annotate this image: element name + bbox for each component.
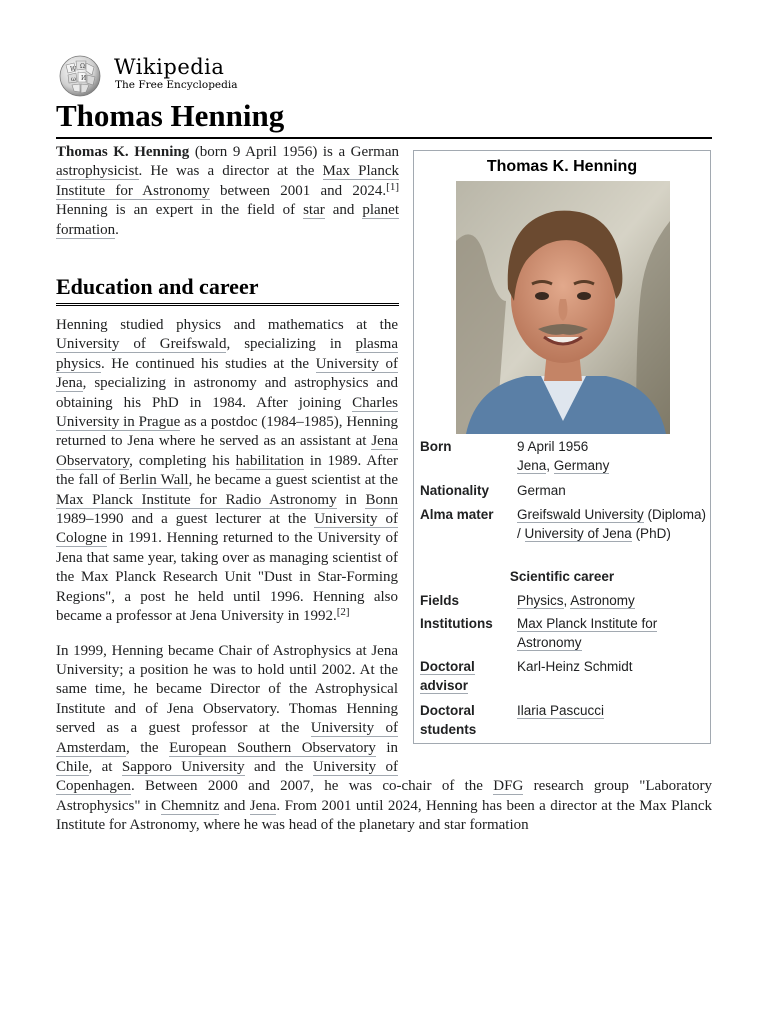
link-astronomy[interactable]: Astronomy — [570, 593, 635, 608]
link-planet-formation[interactable]: planet formation — [56, 202, 399, 238]
institutions-value — [517, 614, 707, 652]
link-bonn[interactable]: Bonn — [365, 491, 398, 508]
fields-label: Fields — [420, 593, 460, 608]
paragraph-education: Henning studied physics and mathematics at the University of Greifswald, specializing in plasma physics. He continued his studies at the University of Jena, specializing in astronomy and astrophysics and obtaining his PhD in 1984. After joining Charles University in Prague as a postdoc (1984–1985), Henning returned to Jena where he served as an assistant at Jena Observatory, completing his habilitation in 1989. After the fall of Berlin Wall, he became a guest scientist at the Max Planck Institute for Radio Astronomy in Bonn 1989–1990 and a guest lecturer at the University of Cologne in 1991. Henning returned to the University of Jena that same year, taking over as managing scientist of the Max Planck Research Unit "Dust in Star-Forming Regions", a post he held until 1996. Henning also became a professor at Jena University in 1992.[2] — [56, 317, 399, 625]
link-chile[interactable]: Chile — [56, 758, 89, 775]
doctoral-students-value — [517, 701, 707, 720]
link-european-southern-observatory[interactable]: European Southern Observatory — [169, 739, 376, 756]
section-heading-education: Education and career — [56, 272, 399, 306]
institutions-label: Institutions — [420, 616, 493, 631]
wikipedia-wordmark: Wikipedia — [114, 55, 225, 79]
svg-text:И: И — [81, 75, 87, 82]
link-habilitation[interactable]: habilitation — [235, 452, 304, 469]
link-born-germany[interactable]: Germany — [553, 458, 610, 474]
nationality-value: German — [517, 483, 566, 498]
link-berlin-wall[interactable]: Berlin Wall — [119, 472, 189, 489]
svg-text:W: W — [70, 66, 77, 73]
link-chemnitz[interactable]: Chemnitz — [160, 797, 220, 814]
wikipedia-logo[interactable] — [56, 53, 256, 97]
intro-paragraph: Thomas K. Henning (born 9 April 1956) is a German astrophysicist. He was a director at the Max Planck Institute for Astronomy between 2001 and 2024.[1] Henning is an expert in the field of star and planet formation. — [56, 144, 399, 238]
link-dfg[interactable]: DFG — [493, 778, 524, 795]
doctoral-students-label: Doctoral students — [420, 703, 477, 738]
link-jena-observatory[interactable]: Jena Observatory — [56, 433, 398, 469]
link-astrophysicist[interactable]: astrophysicist — [56, 163, 139, 180]
svg-text:Ω: Ω — [80, 63, 85, 70]
link-jena[interactable]: Jena — [249, 797, 277, 814]
infobox-section-scientific-career: Scientific career — [509, 569, 615, 584]
link-infobox-university-of-jena[interactable]: University of Jena — [524, 526, 632, 542]
link-university-of-cologne[interactable]: University of Cologne — [56, 511, 398, 547]
fields-value: Physics, Astronomy — [517, 593, 635, 608]
infobox — [413, 150, 711, 744]
link-university-of-copenhagen[interactable]: University of Copenhagen — [56, 758, 398, 795]
doctoral-advisor-label[interactable]: Doctoral advisor — [420, 659, 475, 694]
nationality-label: Nationality — [420, 483, 490, 498]
page-title: Thomas Henning — [56, 96, 712, 139]
link-ilaria-pascucci[interactable]: Ilaria Pascucci — [517, 703, 605, 718]
link-greifswald-university[interactable]: Greifswald University — [517, 507, 644, 522]
link-university-of-amsterdam[interactable]: University of Amsterdam — [56, 720, 398, 756]
wikipedia-globe-icon — [56, 53, 104, 97]
svg-text:ω: ω — [71, 76, 76, 83]
link-university-of-greifswald[interactable]: University of Greifswald — [56, 336, 227, 353]
alma-mater-value: Greifswald University (Diploma) / University of Jena (PhD) — [517, 507, 707, 542]
wikipedia-tagline: The Free Encyclopedia — [115, 79, 238, 91]
born-label: Born — [420, 439, 452, 454]
link-sapporo-university[interactable]: Sapporo University — [121, 758, 245, 775]
link-plasma-physics[interactable]: plasma physics — [56, 336, 398, 372]
citation-1[interactable]: [1] — [386, 180, 399, 193]
doctoral-advisor-value: Karl-Heinz Schmidt — [517, 659, 633, 674]
link-born-jena[interactable]: Jena — [517, 458, 547, 474]
infobox-title: Thomas K. Henning — [486, 158, 638, 175]
paragraph-career: In 1999, Henning became Chair of Astrophysics at Jena University; a position he was to hold until 2002. At the same time, he became Director of the Astrophysical Institute and of Jena Observatory. Thomas Henning served as a guest professor at the University of Amsterdam, the European Southern Observatory in Chile, at Sapporo University and the University of Copenhagen. Between 2000 and 2007, he was co-chair of the DFG research group "Laboratory Astrophysics" in Chemnitz and Jena. From 2001 until 2024, Henning has been a director at the Max Planck Institute for Astronomy, where he was head of the planetary and star formation — [56, 642, 712, 834]
portrait-image — [456, 181, 670, 434]
link-max-planck-radio-astronomy[interactable]: Max Planck Institute for Radio Astronomy — [56, 491, 337, 508]
citation-2[interactable]: [2] — [336, 606, 350, 619]
portrait-photo[interactable] — [456, 181, 670, 434]
subject-name: Thomas K. Henning — [56, 144, 190, 160]
link-star[interactable]: star — [303, 202, 325, 219]
link-max-planck-institute-astronomy[interactable]: Max Planck Institute for Astronomy — [56, 163, 399, 199]
link-charles-university-prague[interactable]: Charles University in Prague — [56, 394, 398, 431]
link-university-of-jena[interactable]: University of Jena — [56, 355, 399, 392]
alma-mater-label: Alma mater — [420, 507, 494, 522]
link-infobox-mpia[interactable]: Max Planck Institute for Astronomy — [517, 616, 658, 651]
link-physics[interactable]: Physics — [517, 593, 564, 608]
born-value: 9 April 1956 Jena, Germany — [517, 439, 610, 474]
